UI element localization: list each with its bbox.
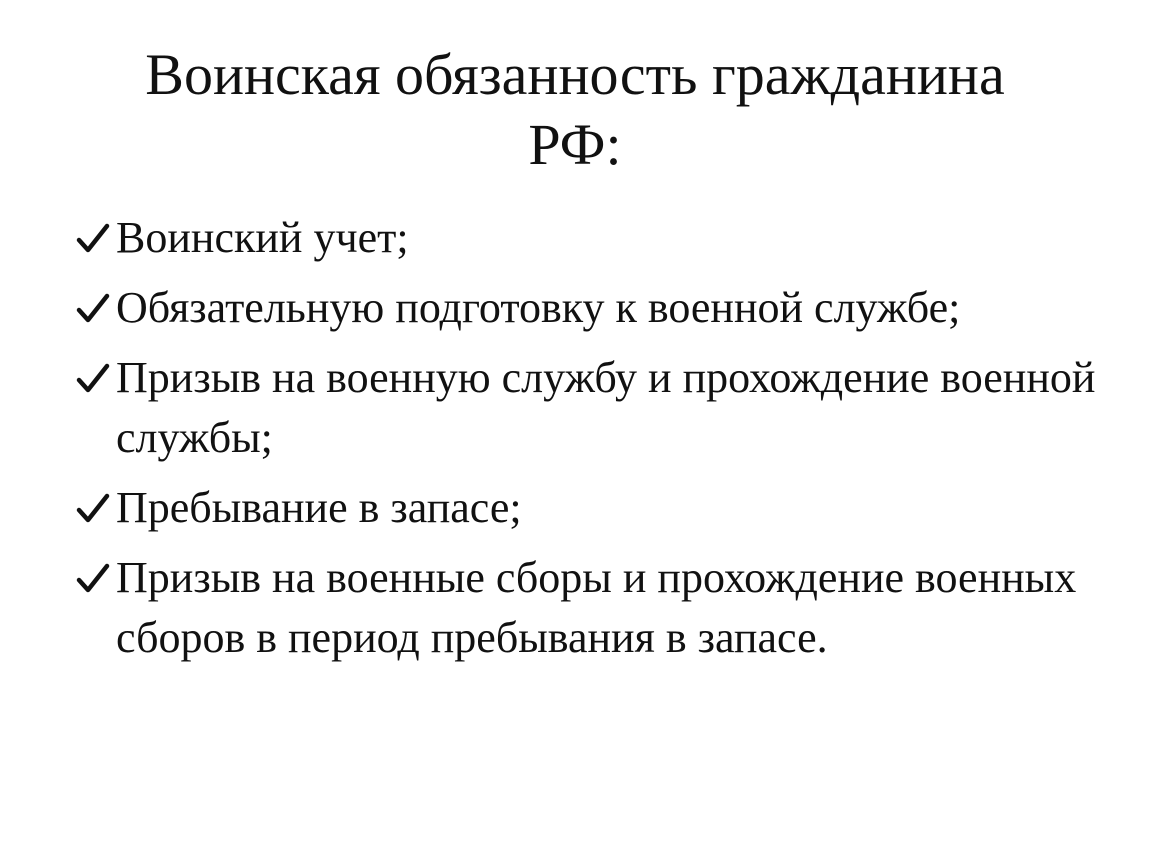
check-mark-icon — [76, 362, 110, 396]
list-item — [76, 348, 1116, 468]
list-item-text: Воинский учет; — [116, 213, 409, 262]
list-item-text: Пребывание в запасе; — [116, 483, 522, 532]
list-item-text: Призыв на военную службу и прохождение военной службы; — [116, 353, 1096, 462]
slide-title — [0, 40, 1150, 180]
check-mark-icon — [76, 292, 110, 326]
list-item — [76, 278, 1116, 338]
duty-list — [76, 208, 1116, 678]
list-item-text: Обязательную подготовку к военной службе; — [116, 283, 961, 332]
list-item-text: Призыв на военные сборы и прохождение военных сборов в период пребывания в запасе. — [116, 553, 1077, 662]
list-item — [76, 478, 1116, 538]
list-item — [76, 208, 1116, 268]
check-mark-icon — [76, 222, 110, 256]
slide-title-line: РФ: — [528, 112, 622, 177]
slide-title-line: Воинская обязанность гражданина — [145, 42, 1005, 107]
list-item — [76, 548, 1116, 668]
check-mark-icon — [76, 492, 110, 526]
check-mark-icon — [76, 562, 110, 596]
